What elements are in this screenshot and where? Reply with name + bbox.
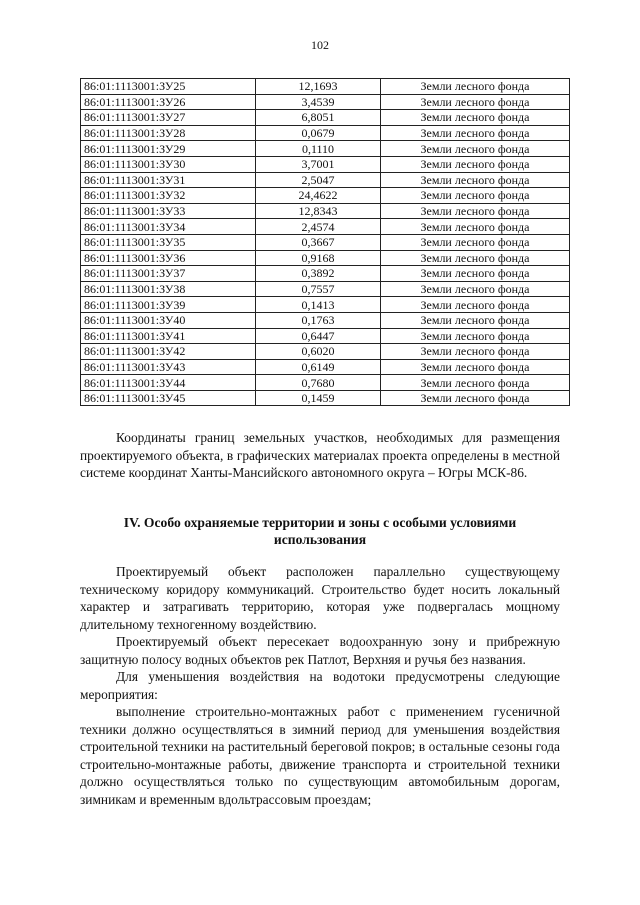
parcel-id-cell: 86:01:1113001:ЗУ45 xyxy=(81,390,256,406)
land-category-cell: Земли лесного фонда xyxy=(381,375,570,391)
parcel-id-cell: 86:01:1113001:ЗУ43 xyxy=(81,359,256,375)
land-category-cell: Земли лесного фонда xyxy=(381,359,570,375)
paragraph-water-zone: Проектируемый объект пересекает водоохранную зону и прибрежную защитную полосу водных объектов рек Патлот, Верхняя и ручья без названия. xyxy=(80,634,560,667)
section-title-line-1: IV. Особо охраняемые территории и зоны с особыми условиями xyxy=(123,515,517,530)
table-row xyxy=(81,219,570,235)
table-row xyxy=(81,141,570,157)
parcel-id-cell: 86:01:1113001:ЗУ42 xyxy=(81,344,256,360)
parcel-id-cell: 86:01:1113001:ЗУ40 xyxy=(81,312,256,328)
area-cell: 0,6149 xyxy=(256,359,381,375)
table-row xyxy=(81,344,570,360)
parcel-id-cell: 86:01:1113001:ЗУ25 xyxy=(81,79,256,95)
land-category-cell: Земли лесного фонда xyxy=(381,156,570,172)
parcel-id-cell: 86:01:1113001:ЗУ31 xyxy=(81,172,256,188)
land-category-cell: Земли лесного фонда xyxy=(381,79,570,95)
table-row xyxy=(81,390,570,406)
section-title xyxy=(80,514,560,548)
area-cell: 0,7680 xyxy=(256,375,381,391)
area-cell: 0,7557 xyxy=(256,281,381,297)
land-category-cell: Земли лесного фонда xyxy=(381,281,570,297)
parcel-id-cell: 86:01:1113001:ЗУ32 xyxy=(81,188,256,204)
area-cell: 0,9168 xyxy=(256,250,381,266)
land-category-cell: Земли лесного фонда xyxy=(381,250,570,266)
land-category-cell: Земли лесного фонда xyxy=(381,312,570,328)
table-row xyxy=(81,125,570,141)
table-row xyxy=(81,250,570,266)
land-category-cell: Земли лесного фонда xyxy=(381,297,570,313)
parcel-id-cell: 86:01:1113001:ЗУ28 xyxy=(81,125,256,141)
parcel-id-cell: 86:01:1113001:ЗУ29 xyxy=(81,141,256,157)
land-category-cell: Земли лесного фонда xyxy=(381,94,570,110)
parcel-id-cell: 86:01:1113001:ЗУ41 xyxy=(81,328,256,344)
land-category-cell: Земли лесного фонда xyxy=(381,266,570,282)
land-category-cell: Земли лесного фонда xyxy=(381,141,570,157)
area-cell: 3,4539 xyxy=(256,94,381,110)
area-cell: 0,1763 xyxy=(256,312,381,328)
table-row xyxy=(81,172,570,188)
parcel-id-cell: 86:01:1113001:ЗУ39 xyxy=(81,297,256,313)
area-cell: 24,4622 xyxy=(256,188,381,204)
paragraph-measures-item: выполнение строительно-монтажных работ с применением гусеничной техники должно осуществляться в зимний период для уменьшения воздействия строительной техники на растительный береговой покров; в остальные сезоны года строительно-монтажные работы, движение транспорта и строительной техники должно осуществляться только по существующим автомобильным дорогам, зимникам и временным вдольтрассовым проездам; xyxy=(80,704,560,807)
area-cell: 2,5047 xyxy=(256,172,381,188)
section-body xyxy=(80,563,560,808)
land-parcels-table xyxy=(80,78,570,406)
paragraph-corridor: Проектируемый объект расположен параллельно существующему техническому коридору коммуникаций. Строительство будет носить локальный характер и затрагивать территорию, которая уже подвергалась мощному длительному техногенному воздействию. xyxy=(80,564,560,632)
table-row xyxy=(81,234,570,250)
table-row xyxy=(81,94,570,110)
area-cell: 0,1459 xyxy=(256,390,381,406)
table-row xyxy=(81,297,570,313)
table-row xyxy=(81,188,570,204)
parcel-id-cell: 86:01:1113001:ЗУ27 xyxy=(81,110,256,126)
parcel-id-cell: 86:01:1113001:ЗУ44 xyxy=(81,375,256,391)
coordinates-paragraph-block xyxy=(80,429,560,482)
area-cell: 0,3892 xyxy=(256,266,381,282)
area-cell: 12,1693 xyxy=(256,79,381,95)
table-row xyxy=(81,156,570,172)
area-cell: 3,7001 xyxy=(256,156,381,172)
parcel-id-cell: 86:01:1113001:ЗУ34 xyxy=(81,219,256,235)
land-category-cell: Земли лесного фонда xyxy=(381,344,570,360)
land-category-cell: Земли лесного фонда xyxy=(381,110,570,126)
land-category-cell: Земли лесного фонда xyxy=(381,390,570,406)
table-row xyxy=(81,203,570,219)
parcel-id-cell: 86:01:1113001:ЗУ38 xyxy=(81,281,256,297)
section-title-line-2: использования xyxy=(273,532,367,547)
area-cell: 12,8343 xyxy=(256,203,381,219)
table-row xyxy=(81,281,570,297)
parcel-id-cell: 86:01:1113001:ЗУ37 xyxy=(81,266,256,282)
table-row xyxy=(81,312,570,328)
parcel-id-cell: 86:01:1113001:ЗУ35 xyxy=(81,234,256,250)
land-category-cell: Земли лесного фонда xyxy=(381,219,570,235)
land-category-cell: Земли лесного фонда xyxy=(381,203,570,219)
area-cell: 0,1413 xyxy=(256,297,381,313)
land-category-cell: Земли лесного фонда xyxy=(381,328,570,344)
parcel-id-cell: 86:01:1113001:ЗУ36 xyxy=(81,250,256,266)
land-category-cell: Земли лесного фонда xyxy=(381,125,570,141)
land-category-cell: Земли лесного фонда xyxy=(381,172,570,188)
area-cell: 6,8051 xyxy=(256,110,381,126)
table-row xyxy=(81,79,570,95)
table-row xyxy=(81,359,570,375)
coordinates-paragraph: Координаты границ земельных участков, необходимых для размещения проектируемого объекта, в графических материалах проекта определены в местной системе координат Ханты-Мансийского автономного округа – Югры МСК-86. xyxy=(80,430,560,480)
table-row xyxy=(81,110,570,126)
paragraph-measures-intro: Для уменьшения воздействия на водотоки предусмотрены следующие мероприятия: xyxy=(80,669,560,702)
area-cell: 0,0679 xyxy=(256,125,381,141)
area-cell: 0,1110 xyxy=(256,141,381,157)
table-row xyxy=(81,375,570,391)
area-cell: 2,4574 xyxy=(256,219,381,235)
parcel-id-cell: 86:01:1113001:ЗУ26 xyxy=(81,94,256,110)
land-category-cell: Земли лесного фонда xyxy=(381,234,570,250)
area-cell: 0,6020 xyxy=(256,344,381,360)
area-cell: 0,6447 xyxy=(256,328,381,344)
area-cell: 0,3667 xyxy=(256,234,381,250)
land-category-cell: Земли лесного фонда xyxy=(381,188,570,204)
parcel-id-cell: 86:01:1113001:ЗУ33 xyxy=(81,203,256,219)
table-row xyxy=(81,328,570,344)
table-row xyxy=(81,266,570,282)
parcel-id-cell: 86:01:1113001:ЗУ30 xyxy=(81,156,256,172)
page-number: 102 xyxy=(311,38,329,52)
